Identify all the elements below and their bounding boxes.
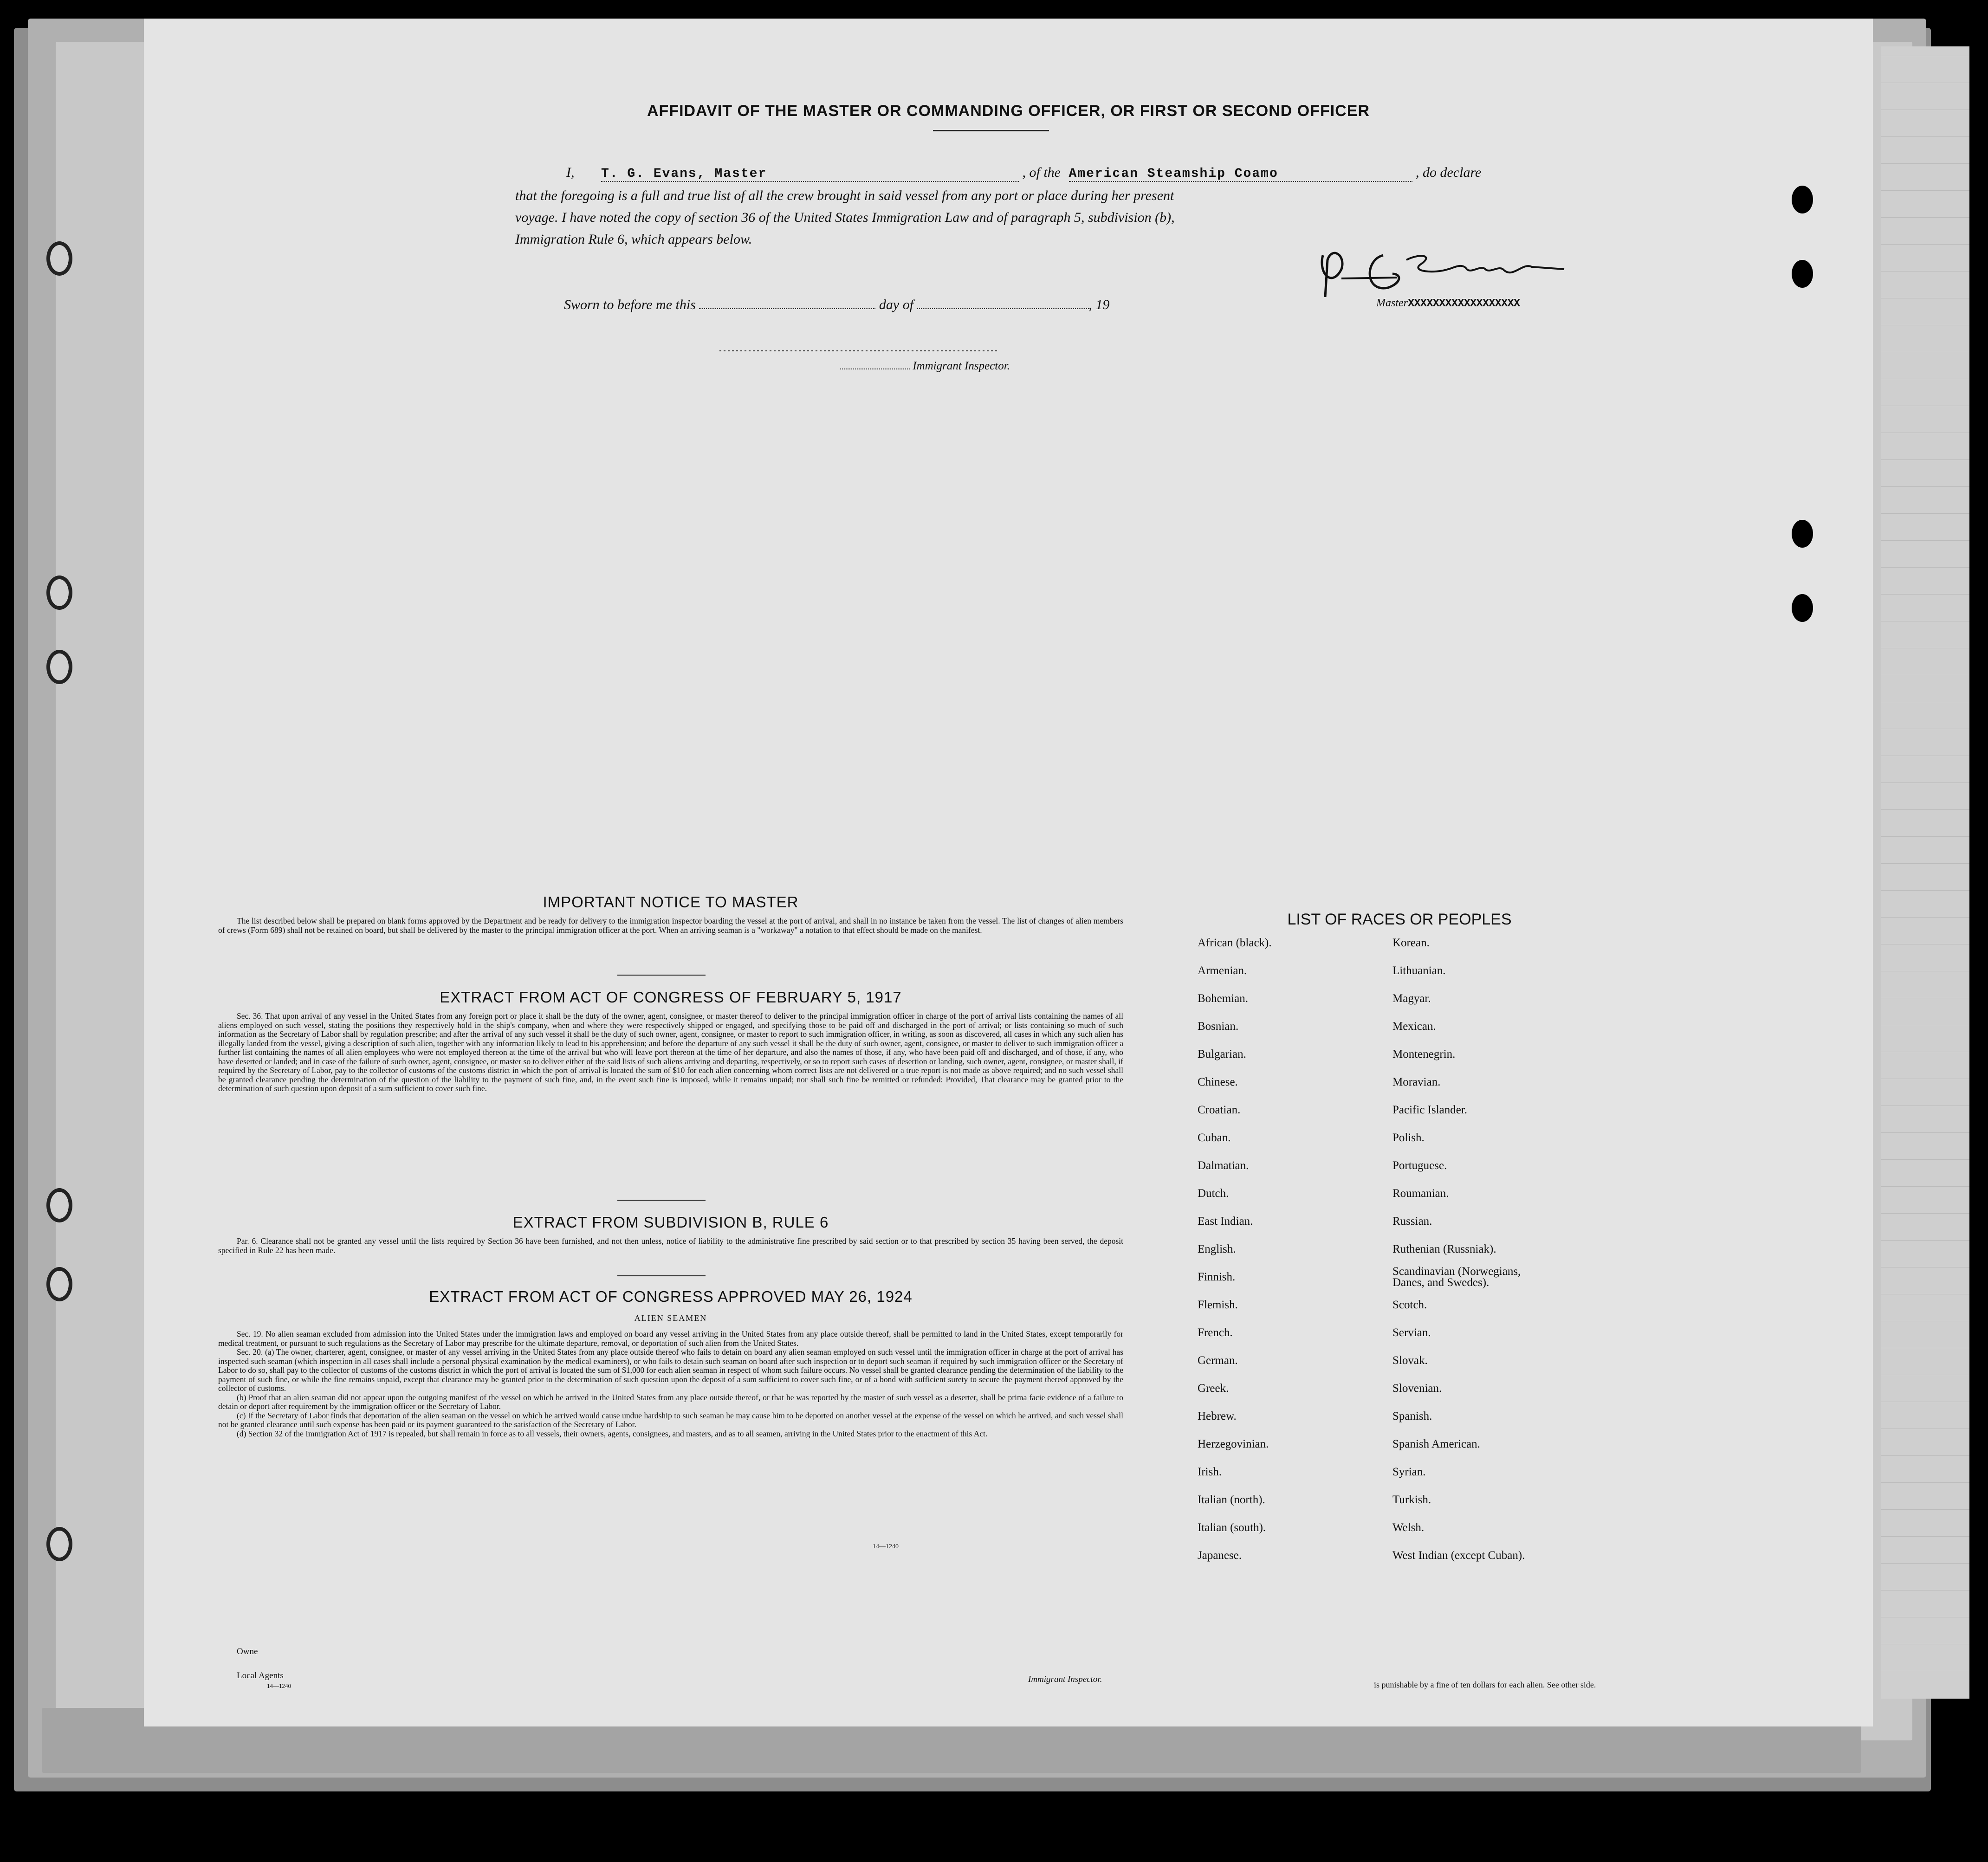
- punch-hole: [1792, 260, 1813, 288]
- declare-prefix: I,: [566, 165, 575, 180]
- race-item: Scandinavian (Norwegians, Danes, and Swedes).: [1392, 1265, 1521, 1289]
- race-item: Syrian.: [1392, 1466, 1426, 1478]
- local-agents-label: Local Agents: [237, 1671, 284, 1681]
- race-item: Mexican.: [1392, 1020, 1436, 1033]
- ledger-rule: [1881, 1186, 1969, 1187]
- race-item: Japanese.: [1198, 1549, 1242, 1562]
- struck-title: XXXXXXXXXXXXXXXXXX: [1408, 297, 1520, 310]
- race-item: Polish.: [1392, 1131, 1425, 1144]
- binder-hole: [46, 241, 72, 276]
- race-item: Bulgarian.: [1198, 1048, 1246, 1060]
- extract-rule6-text: [218, 1237, 1123, 1255]
- sworn-prefix: Sworn to before me this: [564, 297, 696, 312]
- sworn-day-field: [699, 308, 875, 309]
- inspector-label: Immigrant Inspector.: [913, 360, 1010, 372]
- footer-form-number: 14—1240: [267, 1682, 291, 1689]
- master-name-field: T. G. Evans, Master: [601, 167, 1019, 182]
- ledger-rule: [1881, 1159, 1969, 1160]
- sec-19-paragraph: Sec. 19. No alien seaman excluded from admission into the United States under the immigration laws and employed on board any vessel arriving in the United States from any place outside thereof, shall be permitted to land in the United States, except temporarily for medical treatment, or pursuant to such regulations as the Secretary of Labor may prescribe for the ultimate departure, removal, or deportation of such alien from the United States.: [218, 1329, 1123, 1348]
- sec-20d-paragraph: (d) Section 32 of the Immigration Act of 1917 is repealed, but shall remain in force as to all vessels, their owners, agents, consignees, and masters, and as to all seamen, arriving in the United States prior to the enactment of this Act.: [237, 1429, 988, 1438]
- affidavit-title: AFFIDAVIT OF THE MASTER OR COMMANDING OFFICER, OR FIRST OR SECOND OFFICER: [647, 102, 1370, 120]
- punch-hole: [1792, 520, 1813, 548]
- race-item: Russian.: [1392, 1215, 1432, 1228]
- race-item: East Indian.: [1198, 1215, 1253, 1228]
- declaration-line-1: [566, 165, 1481, 182]
- race-item: Moravian.: [1392, 1076, 1441, 1088]
- extract-1924-text: [218, 1330, 1123, 1438]
- inspector-line: [840, 360, 1010, 373]
- divider: [617, 1200, 706, 1201]
- ledger-rule: [1881, 917, 1969, 918]
- race-item: West Indian (except Cuban).: [1392, 1549, 1525, 1562]
- ledger-rule: [1881, 271, 1969, 272]
- race-item: French.: [1198, 1326, 1233, 1339]
- footer-fine-text: is punishable by a fine of ten dollars for each alien. See other side.: [1374, 1680, 1596, 1689]
- declaration-line-2: that the foregoing is a full and true list of all the crew brought in said vessel from any port or place during her present: [515, 188, 1174, 203]
- binder-hole: [46, 650, 72, 684]
- ledger-rule: [1881, 890, 1969, 891]
- ledger-rule: [1881, 863, 1969, 864]
- ledger-rule: [1881, 1455, 1969, 1456]
- sworn-line: [564, 297, 1110, 313]
- sworn-month-field: [917, 308, 1089, 309]
- ledger-rule: [1881, 809, 1969, 810]
- ledger-rule: [1881, 836, 1969, 837]
- race-item: Cuban.: [1198, 1131, 1231, 1144]
- ledger-rule: [1881, 513, 1969, 514]
- races-title: LIST OF RACES OR PEOPLES: [1287, 911, 1512, 928]
- vessel-name-field: American Steamship Coamo: [1069, 167, 1412, 182]
- ledger-rule: [1881, 1240, 1969, 1241]
- ledger-rule: [1881, 1509, 1969, 1510]
- of-the-text: , of the: [1022, 165, 1061, 180]
- race-item: Magyar.: [1392, 992, 1431, 1005]
- divider: [617, 1275, 706, 1276]
- ledger-rule: [1881, 567, 1969, 568]
- binder-hole: [46, 1267, 72, 1301]
- binder-hole: [46, 1188, 72, 1222]
- ledger-rule: [1881, 1132, 1969, 1133]
- ledger-rule: [1881, 782, 1969, 783]
- sec-20b-paragraph: (b) Proof that an alien seaman did not appear upon the outgoing manifest of the vessel on which he arrived in the United States from any place outside thereof, or that he was reported by the master of such vessel as a deserter, shall be prima facie evidence of a failure to detain or deport after requirement by the immigration officer or the Secretary of Labor.: [218, 1392, 1123, 1411]
- master-signature: [1314, 237, 1574, 302]
- race-item: Herzegovinian.: [1198, 1438, 1269, 1450]
- race-item: Croatian.: [1198, 1104, 1241, 1116]
- race-item: Turkish.: [1392, 1493, 1431, 1506]
- alien-seamen-subtitle: ALIEN SEAMEN: [634, 1313, 707, 1323]
- race-item: Dalmatian.: [1198, 1159, 1249, 1172]
- inspector-signature-line: [719, 350, 998, 351]
- divider: [933, 130, 1049, 131]
- footer-inspector-label: Immigrant Inspector.: [1028, 1675, 1102, 1684]
- race-item: Dutch.: [1198, 1187, 1229, 1200]
- punch-hole: [1792, 594, 1813, 622]
- declaration-line-3: voyage. I have noted the copy of section 36 of the United States Immigration Law and of paragraph 5, subdivision (b),: [515, 210, 1175, 225]
- notice-text: [218, 917, 1123, 935]
- sworn-year-label: , 19: [1088, 297, 1110, 312]
- race-item: Welsh.: [1392, 1521, 1425, 1534]
- race-item: Slovenian.: [1392, 1382, 1442, 1395]
- ledger-page-edge: [1881, 46, 1969, 1699]
- race-item: Pacific Islander.: [1392, 1104, 1468, 1116]
- master-label: Master: [1376, 297, 1408, 309]
- do-declare-text: , do declare: [1416, 165, 1482, 180]
- extract-1924-title: EXTRACT FROM ACT OF CONGRESS APPROVED MAY 26, 1924: [429, 1288, 913, 1305]
- race-item: Greek.: [1198, 1382, 1229, 1395]
- sec-20c-paragraph: (c) If the Secretary of Labor finds that deportation of the alien seaman on the vessel on which he arrived would cause undue hardship to such seaman he may cause him to be deported on another vessel at the expense of the vessel on which he arrived, and such vessel shall not be granted clearance until such expense has been paid or its payment guaranteed to the satisfaction of the Secretary of Labor.: [218, 1410, 1123, 1429]
- race-item: Chinese.: [1198, 1076, 1238, 1088]
- punch-hole: [1792, 186, 1813, 213]
- race-item: Spanish American.: [1392, 1438, 1480, 1450]
- ledger-rule: [1881, 244, 1969, 245]
- ledger-rule: [1881, 1536, 1969, 1537]
- race-item: Slovak.: [1392, 1354, 1428, 1367]
- notice-title: IMPORTANT NOTICE TO MASTER: [543, 893, 799, 911]
- ledger-rule: [1881, 163, 1969, 164]
- sec-20a-paragraph: Sec. 20. (a) The owner, charterer, agent, consignee, or master of any vessel arriving in the United States from any place outside thereof who fails to detain on board any alien seaman employed on such vessel until the immigration officer in charge at the port of arrival has inspected such seaman (which inspection in all cases shall include a personal physical examination by the medical examiners), or who fails to detain such seaman on board after such inspection or to deport such seaman if required by such immigration officer or the Secretary of Labor to do so, shall pay to the collector of customs of the customs district in which the port of arrival is located the sum of $1,000 for each alien seaman in respect of whom such failure occurs. No vessel shall be granted clearance pending the determination of the liability to the payment of such fine, or while the fine remains unpaid, except that clearance may be granted prior to the determination of such question upon the deposit of a sum sufficient to cover such fine, or of a bond with sufficient surety to secure the payment thereof approved by the collector of customs.: [218, 1347, 1123, 1393]
- declaration-line-4: Immigration Rule 6, which appears below.: [515, 232, 752, 247]
- race-item: Irish.: [1198, 1466, 1222, 1478]
- ledger-rule: [1881, 594, 1969, 595]
- race-item: Italian (south).: [1198, 1521, 1266, 1534]
- race-item: Bohemian.: [1198, 992, 1249, 1005]
- race-item: Finnish.: [1198, 1271, 1236, 1283]
- race-item: Roumanian.: [1392, 1187, 1449, 1200]
- ledger-rule: [1881, 1563, 1969, 1564]
- extract-1917-title: EXTRACT FROM ACT OF CONGRESS OF FEBRUARY 5, 1917: [440, 989, 902, 1006]
- race-item: Korean.: [1392, 937, 1430, 949]
- divider: [617, 975, 706, 976]
- race-item: Montenegrin.: [1392, 1048, 1456, 1060]
- extract-1917-text: [218, 1012, 1123, 1093]
- race-item: Servian.: [1392, 1326, 1431, 1339]
- race-item: German.: [1198, 1354, 1238, 1367]
- race-item: Flemish.: [1198, 1299, 1238, 1311]
- form-number: 14—1240: [873, 1543, 899, 1550]
- binder-hole: [46, 575, 72, 610]
- extract-rule6-paragraph: Par. 6. Clearance shall not be granted any vessel until the lists required by Section 36 have been furnished, and not then unless, notice of liability to the administrative fine prescribed by said section or to that prescribed by section 35 having been served, the deposit specified in Rule 22 has been made.: [218, 1236, 1123, 1255]
- ledger-rule: [1881, 1482, 1969, 1483]
- race-item: Armenian.: [1198, 964, 1247, 977]
- race-item: Hebrew.: [1198, 1410, 1237, 1422]
- ledger-rule: [1881, 540, 1969, 541]
- race-item: Italian (north).: [1198, 1493, 1265, 1506]
- race-item: Lithuanian.: [1392, 964, 1446, 977]
- manifest-page: [144, 19, 1873, 1726]
- race-item: Portuguese.: [1392, 1159, 1447, 1172]
- notice-paragraph: The list described below shall be prepared on blank forms approved by the Department and be ready for delivery to the immigration inspector boarding the vessel at the port of arrival, and shall in no instance be taken from the vessel. The list of changes of alien members of crews (Form 689) shall not be retained on board, but shall be delivered by the master to the principal immigration officer at the port. When an arriving seaman is a "workaway" a notation to that effect should be made on the manifest.: [218, 916, 1123, 935]
- binder-hole: [46, 1527, 72, 1561]
- ledger-rule: [1881, 190, 1969, 191]
- extract-rule6-title: EXTRACT FROM SUBDIVISION B, RULE 6: [512, 1214, 829, 1231]
- signature-title: [1376, 297, 1520, 310]
- ledger-rule: [1881, 1213, 1969, 1214]
- race-item: Ruthenian (Russniak).: [1392, 1243, 1496, 1255]
- ledger-rule: [1881, 217, 1969, 218]
- ledger-rule: [1881, 136, 1969, 137]
- race-item: Spanish.: [1392, 1410, 1432, 1422]
- race-item: African (black).: [1198, 937, 1272, 949]
- ledger-rule: [1881, 459, 1969, 460]
- race-item: English.: [1198, 1243, 1236, 1255]
- sworn-day-label: day of: [879, 297, 914, 312]
- ledger-rule: [1881, 486, 1969, 487]
- race-item: Bosnian.: [1198, 1020, 1239, 1033]
- race-item: Scotch.: [1392, 1299, 1427, 1311]
- extract-1917-paragraph: Sec. 36. That upon arrival of any vessel in the United States from any foreign port or place it shall be the duty of the owner, agent, consignee, or master thereof to deliver to the principal immigration officer in charge of the port of arrival lists containing the names of all aliens employed on such vessel, stating the positions they respectively hold in the ship's company, when and where they were respectively shipped or engaged, and specifying those to be paid off and discharged in the port of arrival; or lists containing so much of such information as the Secretary of Labor shall by regulation prescribe; and after the arrival of any such vessel it shall be the duty of such owner, agent, consignee, or master to report to such immigration officer, in writing, as soon as discovered, all cases in which any such alien has illegally landed from the vessel, giving a description of such alien, together with any information likely to lead to his apprehension; and before the departure of any such vessel it shall be the duty of such owner, agent, consignee, or master to deliver to such immigration officer a further list containing the names of all alien employees who were not employed thereon at the time of the arrival but who will leave port thereon at the time of her departure, and also the names of those, if any, who have been paid off and discharged, and of those, if any, who have deserted or landed; and in case of the failure of such owner, agent, consignee, or master so to deliver either of the said lists of such aliens arriving and departing, respectively, or so to report such cases of desertion or landing, such owner, agent, consignee, or master shall, if required by the Secretary of Labor, pay to the collector of customs of the customs district in which the port of arrival is located the sum of $10 for each alien concerning whom correct lists are not delivered or a true report is not made as above required; and no such vessel shall be granted clearance pending the determination of the question of the liability to the payment of such fine, and, in the event such fine is imposed, while it remains unpaid; nor shall such fine be remitted or refunded: Provided, That clearance may be granted prior to the determination of such question upon deposit of a sum sufficient to cover such fine.: [218, 1011, 1123, 1093]
- owners-label: Owne: [237, 1647, 258, 1656]
